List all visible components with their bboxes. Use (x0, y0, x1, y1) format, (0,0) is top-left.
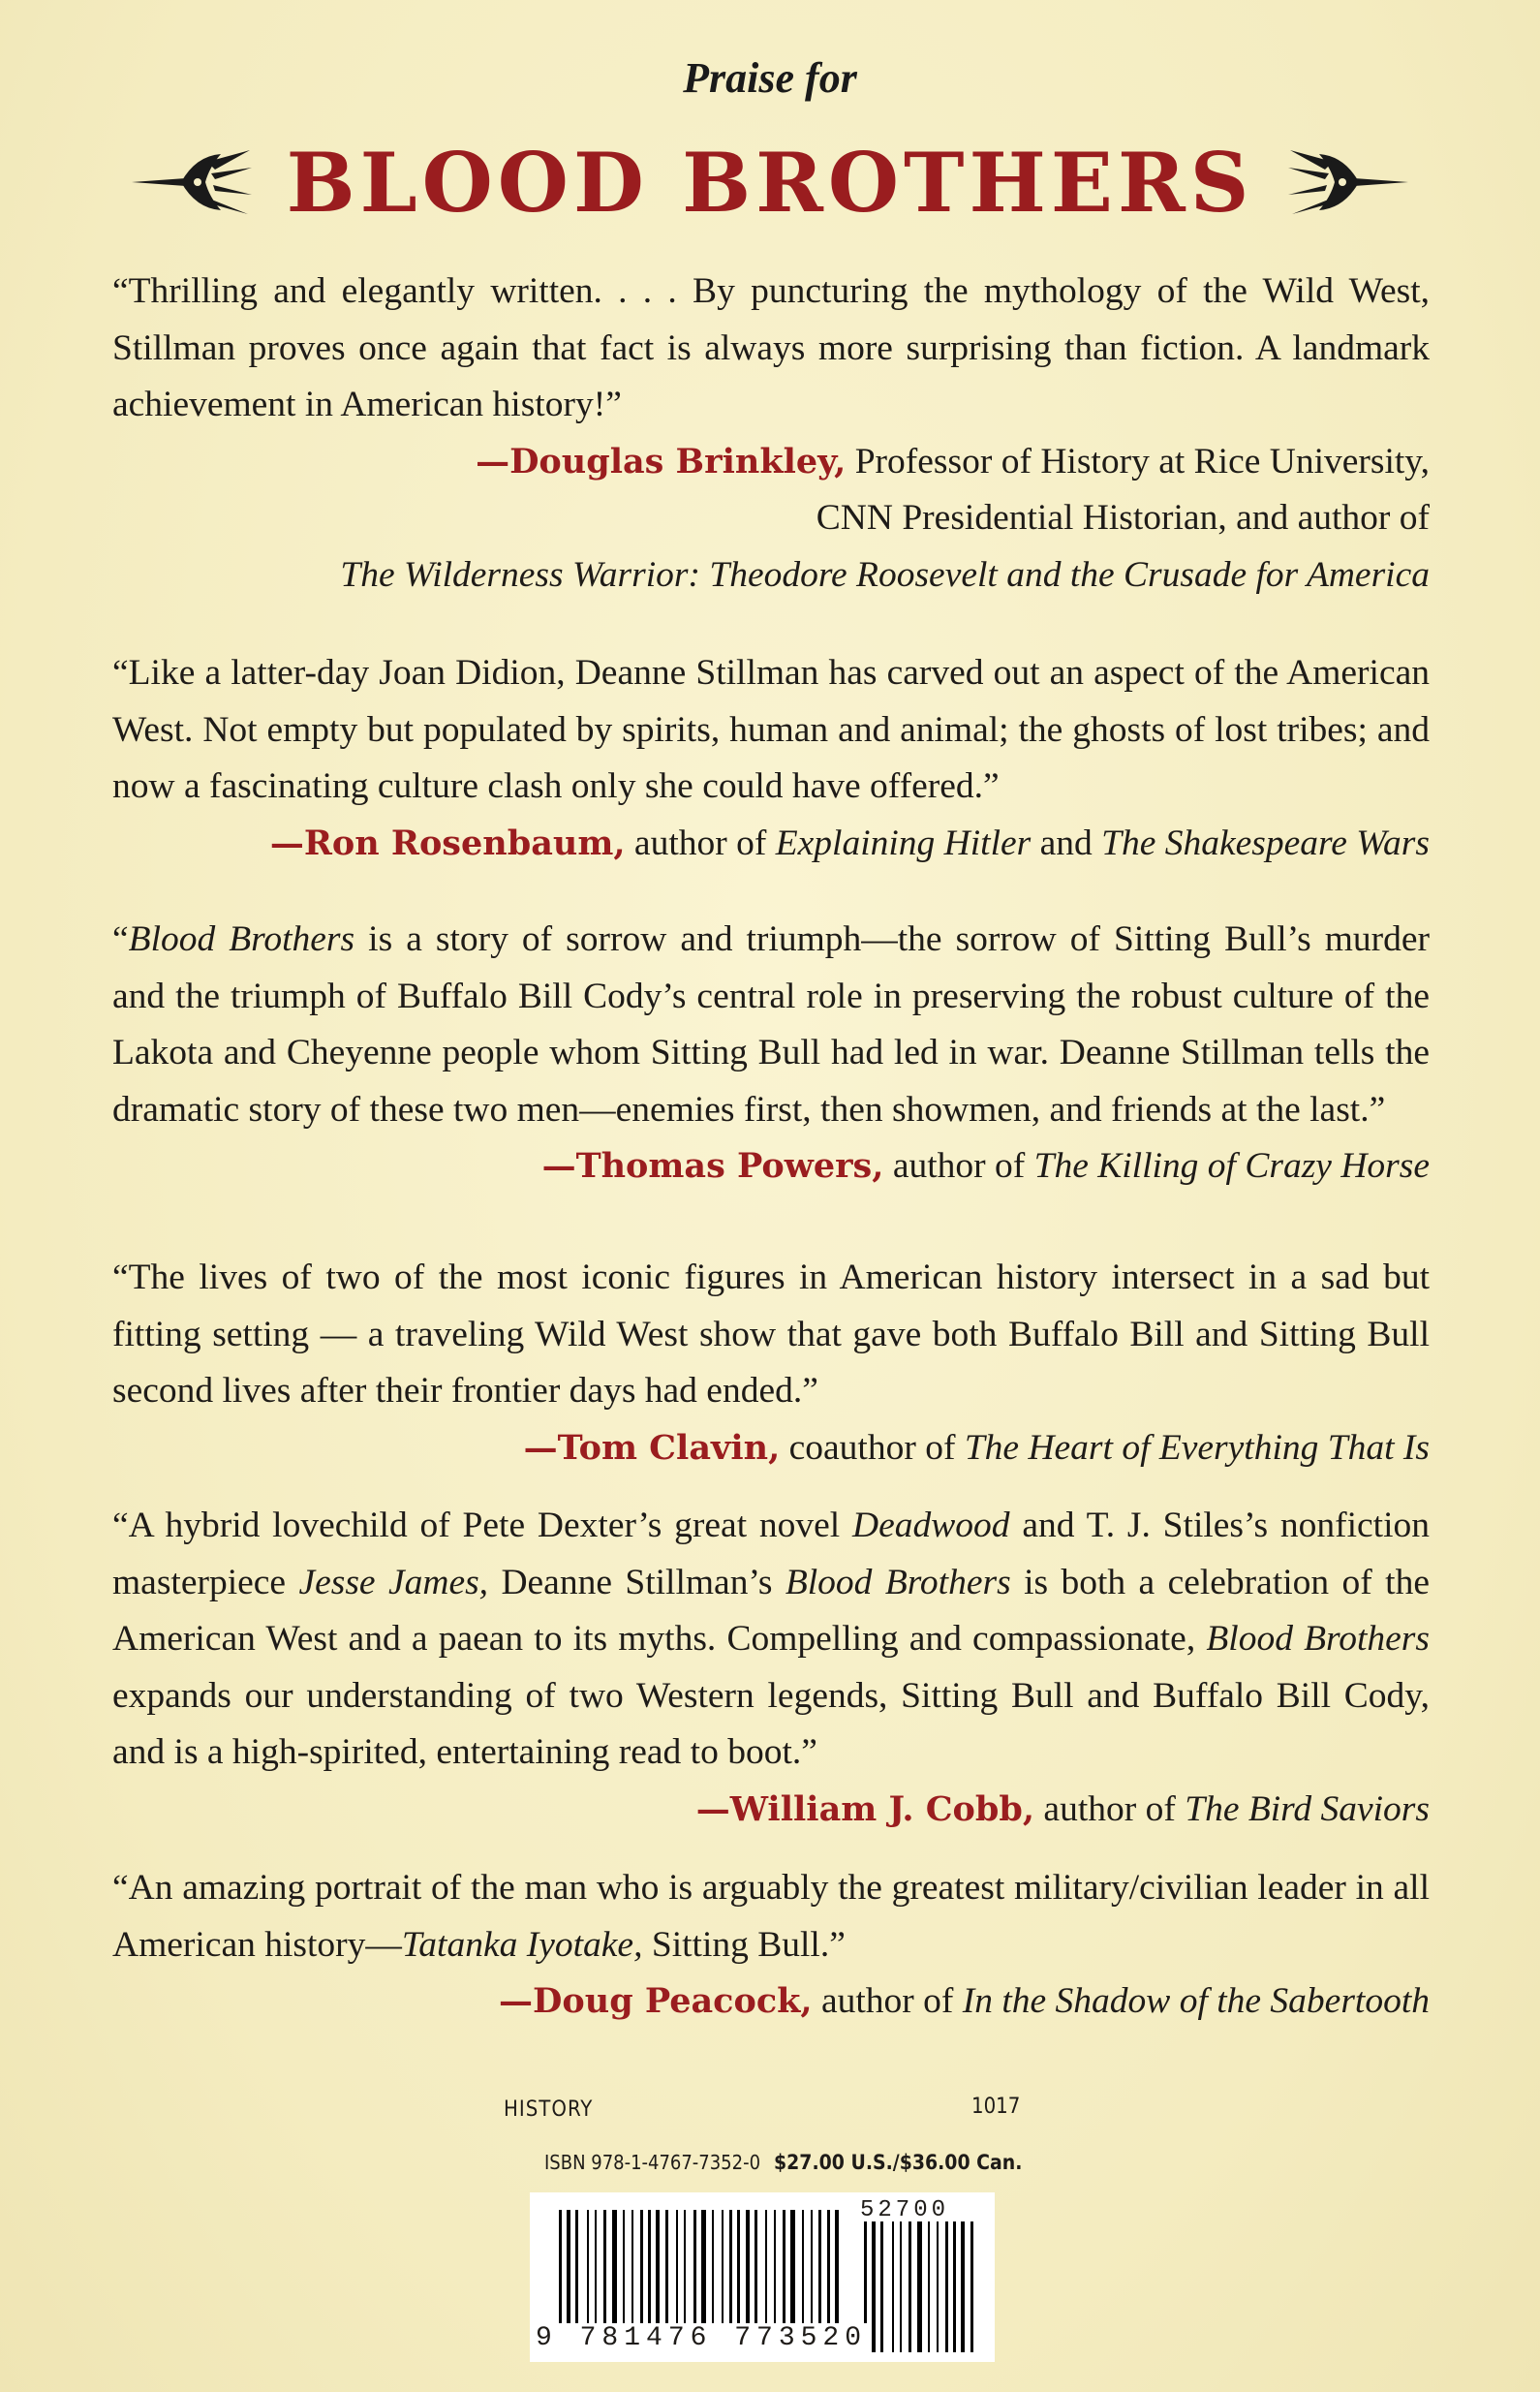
quote-peacock (112, 1860, 1430, 2031)
barcode-bar (665, 2210, 668, 2328)
barcode-bar (693, 2210, 696, 2328)
barcode-bar (559, 2210, 562, 2328)
barcode-bar (909, 2221, 911, 2352)
quote-cobb (112, 1498, 1430, 1838)
open-quote: “ (112, 919, 129, 959)
barcode-bar (818, 2210, 821, 2328)
barcode-bar (656, 2210, 660, 2328)
author-name: —Thomas Powers, (541, 1146, 884, 1186)
quote-text (112, 912, 1430, 1186)
author-name: —Douglas Brinkley, (476, 441, 847, 482)
author-work: Explaining Hitler (775, 823, 1032, 863)
author-work: The Bird Saviors (1185, 1788, 1430, 1829)
quote-segment: is both a celebration of the American West and a paean to its myths. Compelling and compassionate, (112, 1562, 1430, 1659)
attribution (112, 434, 1430, 491)
left-feather-ornament-icon (128, 148, 254, 216)
quote-text: “Like a latter-day Joan Didion, Deanne Stillman has carved out an aspect of the American West. Not empty but populated by spirits, human and animal; the ghosts of lost tribes; and now a fascinating culture clash only she could have offered.” (112, 653, 1430, 806)
barcode-bar (872, 2221, 876, 2352)
book-reference: Blood Brothers (128, 919, 355, 959)
barcode-bar (811, 2210, 813, 2328)
attribution (112, 1420, 1430, 1477)
barcode-bar (928, 2221, 930, 2352)
barcode-bar (900, 2221, 902, 2352)
isbn-barcode-digits: 9 781476 773520 (536, 2323, 868, 2353)
author-name: —Ron Rosenbaum, (269, 823, 626, 863)
barcode-bar (783, 2210, 785, 2328)
quote-segment: and T. J. Stiles’s nonfiction masterpiece (112, 1506, 1430, 1602)
attribution-connector: author of (812, 1981, 963, 2021)
quote-body: is a story of sorrow and triumph—the sorrow of Sitting Bull’s murder and the triumph of Buffalo Bill Cody’s central role in preserving the robust culture of the Lakota and Cheyenne people whom Sitting Bull had led in war. Deanne Stillman tells the dramatic story of these two men—enemies first, then showmen, and friends at the last.” (112, 919, 1430, 1130)
barcode-bar (676, 2210, 678, 2328)
barcode-bar (937, 2221, 939, 2352)
attribution (542, 1138, 1430, 1196)
praise-for-heading: Praise for (683, 54, 857, 102)
barcode-bar (612, 2210, 617, 2328)
title-row (0, 134, 1540, 231)
author-work: The Wilderness Warrior: Theodore Roosevelt and the Crusade for America (340, 554, 1430, 595)
barcode-bar (729, 2210, 732, 2328)
attribution-connector: and (1031, 823, 1102, 863)
right-feather-ornament-icon (1286, 148, 1412, 216)
author-name: —Tom Clavin, (523, 1427, 781, 1468)
barcode-bar (774, 2210, 776, 2328)
attribution-connector: coauthor of (780, 1427, 965, 1468)
attribution (112, 1973, 1430, 2031)
barcode-bar (575, 2210, 578, 2328)
barcode-bar (961, 2221, 965, 2352)
barcode-bar (835, 2210, 839, 2328)
barcode-bar (953, 2221, 956, 2352)
author-credentials: Professor of History at Rice University, (846, 441, 1430, 482)
author-name: —William J. Cobb, (695, 1788, 1035, 1829)
quote-segment: Sitting Bull.” (642, 1924, 846, 1965)
quote-clavin (112, 1250, 1430, 1476)
quote-text (112, 1498, 1430, 1782)
attribution-connector: author of (883, 1146, 1034, 1186)
category-label: HISTORY (504, 2097, 594, 2122)
author-work: The Shakespeare Wars (1101, 823, 1430, 863)
author-name: —Doug Peacock, (499, 1981, 813, 2021)
price-barcode-digits: 52700 (860, 2197, 950, 2223)
author-credentials-line: CNN Presidential Historian, and author of (816, 498, 1430, 538)
barcode-bar (802, 2210, 804, 2328)
name-reference: Tatanka Iyotake, (401, 1924, 643, 1965)
barcode-bar (892, 2221, 894, 2352)
barcode-bar (567, 2210, 570, 2328)
price-label: $27.00 U.S./$36.00 Can. (774, 2151, 1023, 2174)
quote-segment: “An amazing portrait of the man who is arguably the greatest military/civilian leader in all American history— (112, 1868, 1430, 1965)
isbn-price-line (544, 2151, 1022, 2174)
barcode-bar (737, 2210, 740, 2328)
barcode-bar (595, 2210, 597, 2328)
barcode-bar (684, 2210, 686, 2328)
quote-segment: expands our understanding of two Western legends, Sitting Bull and Buffalo Bill Cody, and is a high-spirited, entertaining read to boot.” (112, 1675, 1430, 1772)
barcode-bar (603, 2210, 606, 2328)
attribution-connector: author of (625, 823, 776, 863)
quote-brinkley (112, 264, 1430, 604)
barcode-bar (623, 2210, 625, 2328)
barcode-bar (755, 2210, 757, 2328)
barcode-bar (880, 2221, 883, 2352)
barcode-bar (970, 2221, 973, 2352)
barcode-bar (631, 2210, 633, 2328)
barcode-bar (587, 2210, 589, 2328)
quote-powers (112, 912, 1430, 1196)
barcode-bar (712, 2210, 714, 2328)
barcode-bar (701, 2210, 706, 2328)
author-work: In the Shadow of the Sabertooth (962, 1981, 1430, 2021)
barcode-bar (790, 2210, 795, 2328)
barcode-bar (917, 2221, 922, 2352)
attribution-connector: author of (1034, 1788, 1186, 1829)
barcode-bar (765, 2210, 767, 2328)
quote-segment: Deanne Stillman’s (488, 1562, 785, 1602)
catalog-code: 1017 (971, 2095, 1021, 2119)
isbn-number: ISBN 978-1-4767-7352-0 (544, 2151, 761, 2174)
barcode-bar (640, 2210, 643, 2328)
quote-text: “Thrilling and elegantly written. . . . By puncturing the mythology of the Wild West, Stillman proves once again that fact is always more surprising than fiction. A landmark achievement in American history!” (112, 271, 1430, 424)
author-work: The Heart of Everything That Is (964, 1427, 1430, 1468)
quote-text (112, 1860, 1430, 1973)
quote-text: “The lives of two of the most iconic figures in American history intersect in a sad but fitting setting — a traveling Wild West show that gave both Buffalo Bill and Sitting Bull second lives after their frontier days had ended.” (112, 1258, 1430, 1411)
book-reference: Jesse James, (298, 1562, 489, 1602)
barcode-bar (827, 2210, 830, 2328)
author-work: The Killing of Crazy Horse (1033, 1146, 1430, 1186)
barcode-bar (648, 2210, 651, 2328)
barcode-bar (945, 2221, 948, 2352)
quote-rosenbaum (112, 645, 1430, 872)
book-reference: Blood Brothers (1206, 1619, 1430, 1659)
barcode-bar (722, 2210, 724, 2328)
book-reference: Blood Brothers (785, 1562, 1011, 1602)
barcode-bar (746, 2210, 750, 2328)
attribution (112, 816, 1430, 873)
quote-segment: “A hybrid lovechild of Pete Dexter’s great novel (112, 1506, 853, 1545)
book-reference: Deadwood (852, 1506, 1010, 1545)
book-title: BLOOD BROTHERS (286, 134, 1254, 231)
attribution (112, 1782, 1430, 1839)
